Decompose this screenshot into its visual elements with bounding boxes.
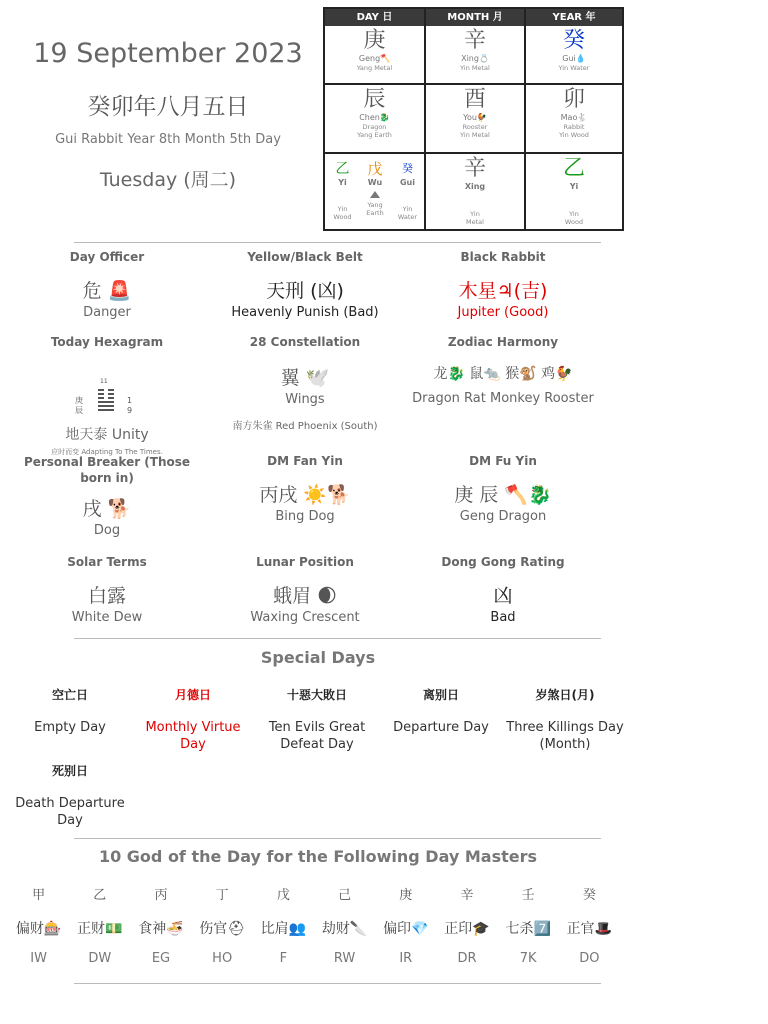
personal-breaker	[7, 454, 207, 538]
month-branch-element: Yin Metal	[460, 131, 490, 139]
black-rabbit	[403, 250, 603, 320]
ten-god-stem: 戊	[276, 888, 290, 903]
hexagram-icon	[7, 349, 207, 415]
ten-god-abbr: DW	[88, 951, 112, 966]
ten-god-name: 正印🎓	[444, 921, 490, 937]
ten-god-stem: 己	[338, 888, 352, 903]
ten-god-abbr: 7K	[519, 951, 537, 966]
year-branch-char: 卯	[562, 87, 585, 112]
mountain-icon	[359, 188, 391, 201]
ten-god-column	[69, 884, 130, 966]
day-branch-name: Chen🐉	[359, 113, 390, 122]
ten-god-abbr: RW	[333, 951, 356, 966]
special-day-ten-evils	[257, 686, 377, 753]
special-day-cn: 空亡日	[51, 688, 88, 702]
hidden-stem-el2: Wood	[333, 213, 352, 221]
year-branch	[526, 87, 622, 139]
belt-label: Yellow/Black Belt	[247, 250, 363, 264]
day-officer	[7, 250, 207, 320]
year-branch-name: Mao🐇	[560, 113, 588, 122]
ten-god-name: 七杀7️⃣	[505, 921, 551, 937]
special-day-cn: 死别日	[51, 764, 88, 778]
hexagram-right-1: 1	[127, 396, 133, 405]
special-day-en: Ten Evils Great Defeat Day	[268, 720, 366, 752]
chinese-date: 癸卯年八月五日	[87, 94, 249, 120]
hidden-stem-char: 戊	[367, 160, 383, 178]
ten-god-stem: 壬	[521, 888, 535, 903]
ten-god-name: 正官🎩	[566, 921, 613, 937]
solar-terms-label: Solar Terms	[67, 555, 147, 569]
special-day-death-departure	[10, 762, 130, 829]
ten-god-column	[253, 884, 314, 966]
zodiac-harmony-english: Dragon Rat Monkey Rooster	[412, 391, 594, 406]
ten-god-stem: 庚	[399, 888, 413, 903]
ten-god-name: 正财💵	[77, 921, 123, 937]
day-branch-element: Yang Earth	[357, 131, 392, 139]
solar-terms-english: White Dew	[71, 610, 143, 625]
constellation-english: Wings	[285, 392, 325, 407]
constellation-value: 翼 🕊️	[280, 367, 330, 389]
ten-god-abbr: F	[279, 951, 288, 966]
year-branch-element: Yin Wood	[559, 131, 589, 139]
special-day-cn: 岁煞日(月)	[535, 688, 595, 702]
year-stem-char: 癸	[562, 28, 585, 53]
ten-god-abbr: DO	[579, 951, 600, 966]
year-stem-element: Yin Water	[558, 64, 590, 72]
hexagram-lines	[98, 387, 114, 413]
year-pillar-header: YEAR 年	[526, 9, 622, 26]
fan-yin-english: Bing Dog	[275, 509, 335, 524]
ten-god-stem: 癸	[582, 888, 596, 903]
day-officer-english: Danger	[83, 305, 131, 320]
ten-god-name: 劫财🔪	[321, 921, 368, 937]
hidden-stem-name: Xing	[464, 182, 486, 191]
hidden-stem-name: Wu	[367, 178, 383, 187]
hidden-stem-el2: Water	[397, 213, 418, 221]
divider	[74, 983, 601, 984]
ten-god-column	[559, 884, 620, 966]
day-stem-element: Yang Metal	[356, 64, 393, 72]
hidden-stem-char: 乙	[335, 161, 350, 177]
hidden-stem-name: Gui	[399, 178, 415, 187]
hexagram-name: 地天泰 Unity	[65, 427, 149, 443]
fu-yin-value: 庚 辰 🪓🐉	[454, 484, 552, 506]
hexagram-note: 应时而变 Adapting To The Times.	[51, 448, 163, 456]
ten-god-name: 比肩👥	[260, 921, 307, 937]
personal-breaker-value: 戌 🐕	[82, 498, 132, 520]
ten-god-column	[436, 884, 497, 966]
dong-gong-english: Bad	[490, 610, 516, 625]
ten-god-column	[192, 884, 253, 966]
month-hidden-stem	[426, 156, 524, 226]
personal-breaker-label: Personal Breaker (Those born in)	[23, 455, 191, 485]
special-day-en: Monthly Virtue Day	[145, 720, 241, 752]
year-hidden-stem	[526, 156, 622, 226]
dm-fu-yin	[403, 454, 603, 524]
divider	[74, 838, 601, 839]
pinyin-date: Gui Rabbit Year 8th Month 5th Day	[55, 132, 281, 147]
personal-breaker-english: Dog	[93, 523, 121, 538]
zodiac-harmony-label: Zodiac Harmony	[447, 335, 559, 349]
hexagram-label: Today Hexagram	[50, 335, 164, 349]
fu-yin-english: Geng Dragon	[459, 509, 547, 524]
ten-god-name: 食神🍜	[138, 921, 184, 937]
yellow-black-belt	[205, 250, 405, 320]
special-day-monthly-virtue	[133, 686, 253, 753]
day-hidden-stem-2	[359, 160, 391, 217]
hidden-stem-el2: Metal	[466, 218, 484, 226]
belt-value: 天刑 (凶)	[266, 280, 344, 302]
month-branch	[426, 87, 524, 139]
month-pillar-header: MONTH 月	[426, 9, 524, 26]
hidden-stem-el1: Yin	[402, 205, 413, 213]
dm-fan-yin	[205, 454, 405, 524]
date-title: 19 September 2023	[33, 38, 303, 69]
ten-god-abbr: EG	[151, 951, 171, 966]
day-hidden-stem-3	[392, 160, 423, 221]
divider	[74, 242, 601, 243]
ten-god-stem: 乙	[93, 888, 107, 903]
year-stem-name: Gui💧	[562, 54, 586, 63]
hidden-stem-el2: Earth	[366, 209, 384, 217]
month-stem-name: Xing💍	[461, 54, 489, 63]
special-day-en: Death Departure Day	[15, 796, 125, 828]
special-days-title: Special Days	[260, 648, 376, 667]
day-branch-char: 辰	[363, 87, 386, 112]
fu-yin-label: DM Fu Yin	[469, 454, 537, 468]
fan-yin-label: DM Fan Yin	[267, 454, 343, 468]
month-stem-element: Yin Metal	[460, 64, 490, 72]
hidden-stem-el1: Yin	[470, 210, 480, 218]
ten-god-column	[314, 884, 375, 966]
special-day-en: Departure Day	[393, 720, 489, 735]
lunar-position	[205, 555, 405, 625]
month-stem	[426, 28, 524, 72]
hexagram-left-2: 辰	[75, 406, 83, 415]
belt-english: Heavenly Punish (Bad)	[231, 305, 379, 320]
ten-god-stem: 甲	[32, 888, 46, 903]
special-day-cn: 离别日	[422, 688, 459, 702]
ten-god-stem: 丙	[154, 888, 168, 903]
hidden-stem-el1: Yang	[367, 201, 383, 209]
dong-gong-rating	[403, 555, 603, 625]
zodiac-harmony	[403, 335, 603, 406]
ten-god-stem: 丁	[215, 888, 229, 903]
constellation-label: 28 Constellation	[249, 335, 361, 349]
ten-god-stem: 辛	[460, 888, 474, 903]
special-day-en: Three Killings Day (Month)	[506, 720, 624, 752]
hexagram-right-2: 9	[127, 406, 133, 415]
ten-god-abbr: HO	[212, 951, 233, 966]
day-branch	[325, 87, 424, 139]
lunar-position-label: Lunar Position	[256, 555, 354, 569]
ten-god-name: 偏印💎	[383, 921, 429, 937]
ten-gods-title: 10 God of the Day for the Following Day Masters	[98, 847, 538, 866]
special-day-departure	[381, 686, 501, 736]
ten-god-column	[8, 884, 69, 966]
month-branch-name: You🐓	[463, 113, 487, 122]
ten-god-abbr: DR	[457, 951, 477, 966]
lunar-position-value: 蛾眉 🌒	[273, 585, 337, 607]
today-hexagram	[7, 335, 207, 457]
ten-god-column	[130, 884, 191, 966]
hexagram-left-1: 庚	[75, 396, 83, 405]
hidden-stem-el1: Yin	[337, 205, 348, 213]
day-stem-name: Geng🪓	[358, 54, 391, 63]
black-rabbit-value: 木星♃(吉)	[458, 280, 548, 302]
solar-terms	[7, 555, 207, 625]
hidden-stem-name: Yi	[338, 178, 347, 187]
divider	[74, 638, 601, 639]
hidden-stem-el2: Wood	[564, 218, 584, 226]
day-branch-animal: Dragon	[362, 123, 387, 131]
ten-god-column	[375, 884, 436, 966]
ten-god-abbr: IR	[399, 951, 413, 966]
month-stem-char: 辛	[463, 28, 486, 53]
hidden-stem-char: 癸	[402, 162, 413, 175]
hidden-stem-el1: Yin	[569, 210, 579, 218]
month-branch-char: 酉	[463, 87, 486, 112]
dong-gong-value: 凶	[493, 585, 513, 607]
special-day-empty	[10, 686, 130, 736]
day-officer-label: Day Officer	[69, 250, 145, 264]
year-stem	[526, 28, 622, 72]
ten-god-name: 伤官⛑	[199, 921, 246, 937]
pillars-table	[323, 7, 624, 231]
zodiac-harmony-value: 龙🐉 鼠🐀 猴🐒 鸡🐓	[433, 366, 573, 382]
day-stem-char: 庚	[363, 28, 386, 53]
lunar-position-english: Waxing Crescent	[250, 610, 360, 625]
ten-god-name: 偏财🎰	[15, 921, 62, 937]
solar-terms-value: 白露	[87, 585, 126, 607]
weekday: Tuesday (周二)	[99, 169, 237, 191]
dong-gong-label: Dong Gong Rating	[441, 555, 565, 569]
black-rabbit-english: Jupiter (Good)	[457, 305, 549, 320]
ten-god-column	[498, 884, 559, 966]
special-day-three-killings	[505, 686, 625, 753]
black-rabbit-label: Black Rabbit	[460, 250, 546, 264]
constellation-note: 南方朱雀 Red Phoenix (South)	[232, 421, 378, 432]
ten-god-abbr: IW	[30, 951, 47, 966]
special-day-cn: 月德日	[174, 688, 211, 702]
year-branch-animal: Rabbit	[563, 123, 585, 131]
ten-gods-grid	[8, 884, 620, 964]
hidden-stem-char: 辛	[463, 156, 486, 181]
hidden-stem-name: Yi	[569, 182, 579, 191]
day-officer-value: 危 🚨	[82, 280, 132, 302]
day-pillar-header: DAY 日	[325, 9, 424, 26]
month-branch-animal: Rooster	[462, 123, 488, 131]
hexagram-number: 11	[100, 378, 108, 385]
constellation-28	[205, 335, 405, 432]
day-hidden-stem-1	[327, 160, 358, 221]
special-day-cn: 十惡大敗日	[286, 688, 347, 702]
special-day-en: Empty Day	[34, 720, 106, 735]
fan-yin-value: 丙戌 ☀️🐕	[259, 484, 351, 506]
hidden-stem-char: 乙	[562, 156, 585, 181]
day-stem	[325, 28, 424, 72]
